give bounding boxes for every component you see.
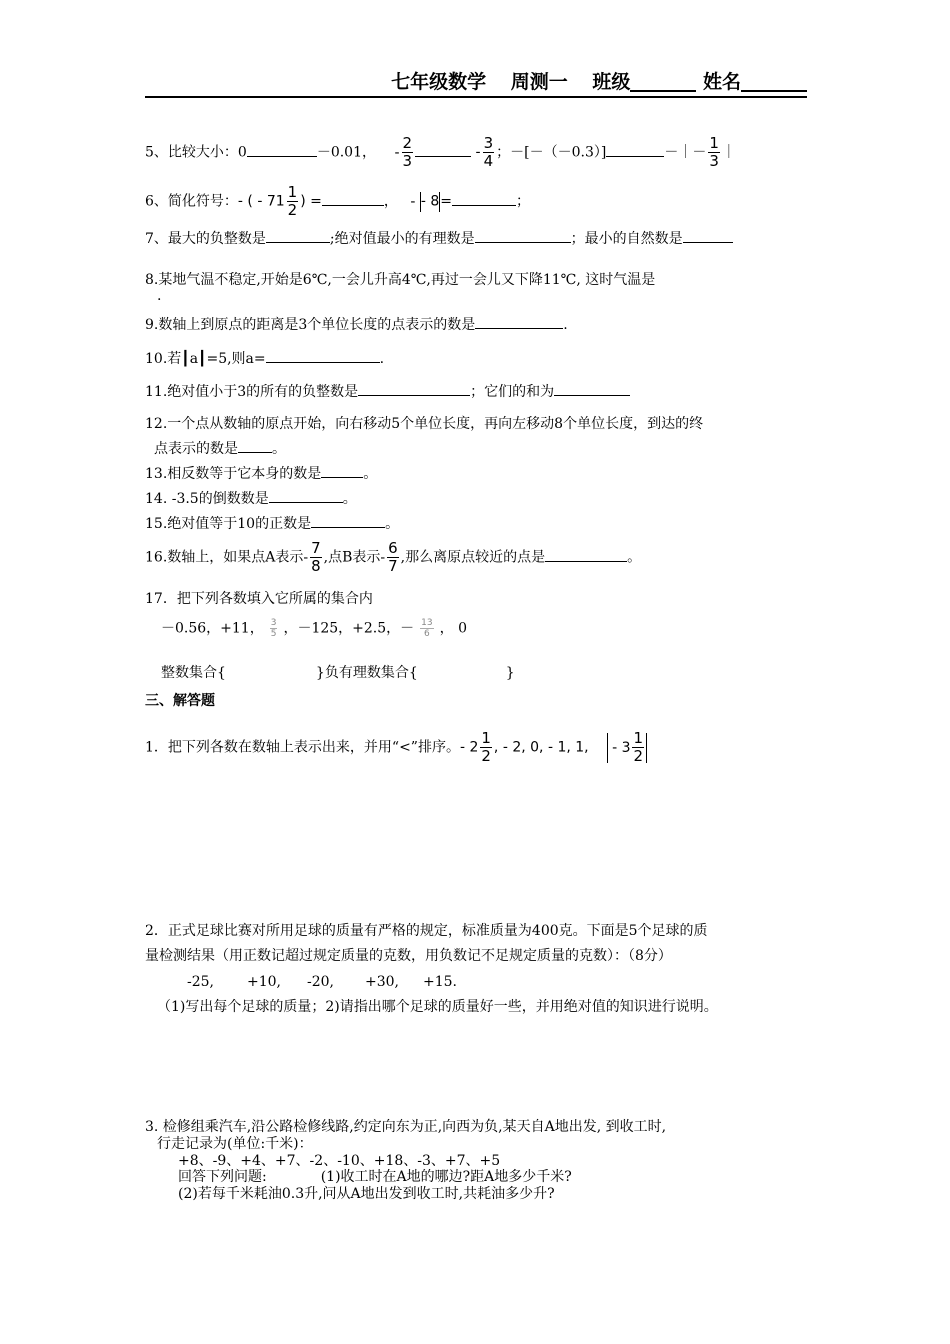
q11-text-2: ；它们的和为 [470, 384, 555, 400]
q6-fraction: $\frac{1}{2}$ [287, 183, 298, 219]
question-14 [145, 490, 357, 508]
q15-text-2: 。 [385, 516, 400, 532]
q5-text-4: ｜ [721, 144, 736, 161]
q5-fraction-1: $\frac{2}{3}$ [402, 134, 413, 170]
q5-blank-1[interactable] [247, 144, 317, 157]
q16-blank[interactable] [545, 549, 627, 562]
header-name-label: 姓名 [702, 71, 741, 93]
a3-line-5: (2)若每千米耗油0.3升,问从A地出发到收工时,共耗油多少升? [178, 1186, 555, 1202]
a2-value: +30, [365, 974, 399, 990]
q17-fraction-2: $\frac{13}{6}$ [421, 618, 433, 639]
q13-text-1: 13.相反数等于它本身的数是 [145, 466, 322, 482]
q14-blank[interactable] [269, 490, 343, 503]
question-17-sets [161, 664, 515, 682]
a2-line-2: 量检测结果（用正数记超过规定质量的克数，用负数记不足规定质量的克数）：（8分） [145, 948, 672, 964]
answer-question-2-line-4 [157, 998, 718, 1016]
answer-question-2 [145, 922, 708, 940]
q5-neg-2: - [475, 144, 481, 161]
q5-blank-2[interactable] [415, 144, 471, 157]
q17-numbers-3: ， 0 [439, 620, 467, 637]
q11-blank-1[interactable] [358, 383, 470, 396]
section-3-title: 三、解答题 [145, 693, 215, 709]
q6-expr-1-pre: - ( - 71 [237, 193, 285, 210]
header-class-label: 班级 [592, 71, 631, 93]
answer-question-3-line-5 [178, 1185, 555, 1203]
name-blank[interactable] [741, 89, 807, 92]
q13-text-2: 。 [363, 466, 378, 482]
question-10 [145, 350, 384, 368]
q14-text-1: 14. -3.5的倒数数是 [145, 491, 269, 507]
q17-numbers-2: ，－125，+2.5，－ [283, 620, 415, 637]
q5-neg-1: - [394, 144, 400, 161]
header-title: 七年级数学 [391, 71, 487, 93]
q5-fraction-2: $\frac{3}{4}$ [483, 134, 494, 170]
answer-question-1 [145, 730, 647, 765]
q17-set-close: } [505, 665, 515, 681]
a1-text: 1．把下列各数在数轴上表示出来，并用“<”排序。 [145, 739, 460, 756]
question-15 [145, 515, 399, 533]
q17-numbers-1: －0.56，+11， [161, 620, 264, 637]
question-8-line-2 [157, 287, 161, 305]
answer-question-3-line-2 [157, 1135, 313, 1153]
q12-blank[interactable] [238, 440, 272, 453]
class-blank[interactable] [630, 89, 696, 92]
q16-text-2: ,点B表示- [323, 549, 386, 566]
q6-expr-2-post: = [440, 193, 452, 210]
q9-text-1: 9.数轴上到原点的距离是3个单位长度的点表示的数是 [145, 317, 476, 333]
q15-text-1: 15.绝对值等于10的正数是 [145, 516, 312, 532]
q10-text-1: 10.若┃a┃=5,则a= [145, 351, 266, 367]
a2-line-1: 2．正式足球比赛对所用足球的质量有严格的规定，标准质量为400克。下面是5个足球的质 [145, 923, 708, 939]
header-test: 周测一 [510, 71, 568, 93]
q6-expr-2-value: - 8 [420, 193, 440, 210]
a1-abs-bar-left [607, 733, 608, 763]
a2-value: +10, [247, 974, 281, 990]
answer-question-2-line-2 [145, 947, 672, 965]
a3-line-4a: 回答下列问题: [178, 1169, 267, 1185]
a3-line-1: 3. 检修组乘汽车,沿公路检修线路,约定向东为正,向西为负,某天自A地出发, 到收工时, [145, 1119, 667, 1135]
question-13 [145, 465, 377, 483]
a2-line-4: （1)写出每个足球的质量；2)请指出哪个足球的质量好一些，并用绝对值的知识进行说明。 [157, 999, 718, 1015]
q9-text-2: . [563, 317, 568, 333]
answer-question-3-line-4 [178, 1168, 572, 1186]
a3-line-3: +8、-9、+4、+7、-2、-10、+18、-3、+7、+5 [178, 1153, 501, 1169]
q8-line-2: . [157, 288, 162, 304]
question-7 [145, 230, 733, 248]
q7-blank-3[interactable] [683, 230, 733, 243]
q5-text-1: －0.01， [316, 144, 376, 161]
q17-title: 17．把下列各数填入它所属的集合内 [145, 591, 373, 607]
question-5 [145, 135, 736, 170]
q5-prefix: 5、比较大小：0 [145, 144, 247, 161]
question-8 [145, 271, 655, 289]
q12-line-2: 点表示的数是 [154, 441, 238, 457]
q15-blank[interactable] [311, 515, 385, 528]
q6-expr-1-post: ) = [300, 193, 322, 210]
a1-fraction-2: $\frac{1}{2}$ [633, 729, 644, 765]
a3-line-2: 行走记录为(单位:千米)： [157, 1136, 313, 1152]
q7-blank-2[interactable] [475, 230, 571, 243]
q16-text-3: ,那么离原点较近的点是 [400, 549, 546, 566]
question-6 [145, 184, 530, 219]
answer-question-3 [145, 1118, 666, 1136]
header [145, 68, 807, 98]
question-16 [145, 540, 641, 575]
header-text [391, 67, 807, 94]
a2-value: -25, [187, 974, 214, 990]
q16-text-4: 。 [627, 549, 642, 566]
a1-fraction-1: $\frac{1}{2}$ [481, 729, 491, 765]
question-17 [145, 590, 373, 608]
a1-abs-bar-right [646, 733, 647, 763]
q11-text-1: 11.绝对值小于3的所有的负整数是 [145, 384, 359, 400]
q6-expr-2-pre: - [410, 193, 416, 210]
question-12-line-2 [154, 440, 286, 458]
q12-end: 。 [272, 441, 286, 457]
q16-fraction-2: $\frac{6}{7}$ [388, 539, 398, 575]
a3-line-4b: (1)收工时在A地的哪边?距A地多少千米? [320, 1169, 572, 1185]
q10-blank[interactable] [266, 350, 380, 363]
a1-number-1: - 2 [459, 739, 479, 756]
a1-number-3: - 3 [612, 739, 631, 756]
a2-value: -20, [307, 974, 334, 990]
question-17-numbers [161, 618, 467, 639]
q17-fraction-1: $\frac{3}{5}$ [270, 618, 277, 639]
q7-text-3: ；最小的自然数是 [570, 231, 683, 247]
question-12 [145, 415, 703, 433]
a2-values [187, 973, 457, 991]
q5-blank-3[interactable] [606, 144, 664, 157]
a1-numbers-2: , - 2, 0, - 1, 1, [493, 739, 589, 756]
q10-text-2: . [379, 351, 385, 367]
question-11 [145, 383, 630, 401]
q7-text-2: ;绝对值最小的有理数是 [329, 231, 475, 247]
q5-fraction-3: $\frac{1}{3}$ [709, 134, 719, 170]
a2-value: +15. [423, 974, 457, 990]
q5-text-2: ；－[－（－0.3）] [496, 144, 607, 161]
q7-text-1: 7、最大的负整数是 [145, 231, 266, 247]
q8-line-1: 8.某地气温不稳定,开始是6℃,一会儿升高4℃,再过一会儿又下降11℃, 这时气温是 [145, 272, 656, 288]
q14-text-2: 。 [342, 491, 357, 507]
q13-blank[interactable] [321, 465, 363, 478]
q6-blank-2[interactable] [452, 193, 516, 206]
question-9 [145, 316, 568, 334]
q16-fraction-1: $\frac{7}{8}$ [311, 539, 321, 575]
q17-set-integer-label: 整数集合{ [161, 665, 226, 681]
q7-blank-1[interactable] [266, 230, 330, 243]
q9-blank[interactable] [475, 316, 563, 329]
q11-blank-2[interactable] [554, 383, 630, 396]
q6-blank-1[interactable] [322, 193, 384, 206]
q6-comma: ， [383, 193, 398, 210]
q5-text-3: －｜－ [664, 144, 707, 161]
q17-set-negative-label: }负有理数集合{ [315, 665, 418, 681]
q6-prefix: 6、简化符号： [145, 193, 238, 210]
q6-semicolon: ； [515, 193, 530, 210]
q16-text-1: 16.数轴上，如果点A表示- [145, 549, 309, 566]
q12-line-1: 12.一个点从数轴的原点开始，向右移动5个单位长度，再向左移动8个单位长度，到达的终 [145, 416, 704, 432]
